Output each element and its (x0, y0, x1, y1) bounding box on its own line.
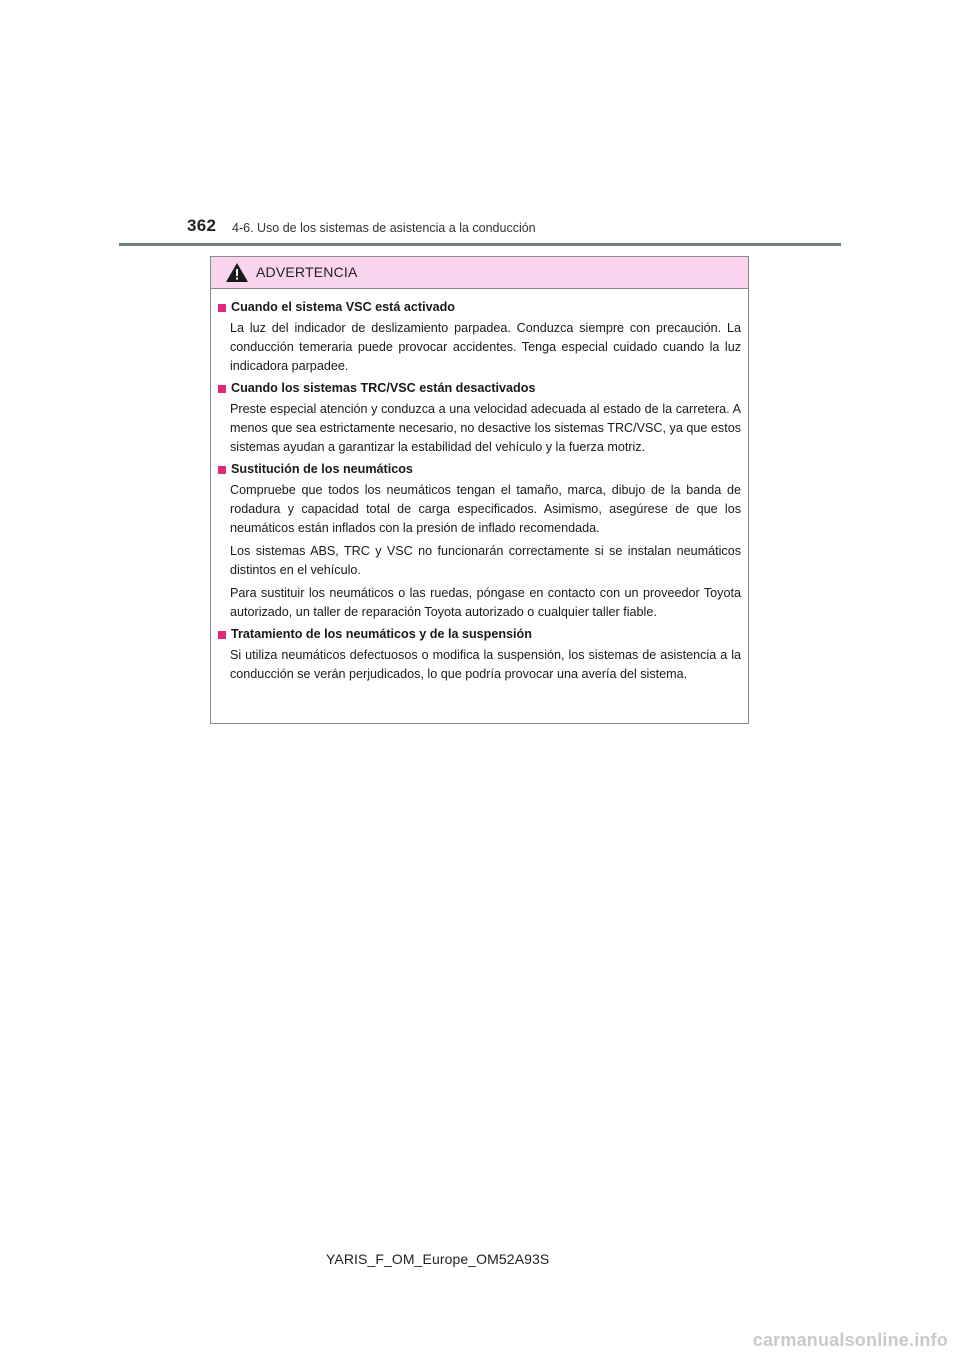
square-bullet-icon (218, 631, 226, 639)
item-paragraph: Preste especial atención y conduzca a una velocidad adecuada al estado de la carretera. A menos que sea estrictamente necesario, no desactive los sistemas TRC/VSC, ya que estos sistemas ayudan a garantizar la estabilidad del vehículo y la fuerza motriz. (230, 402, 741, 454)
item-paragraph: Compruebe que todos los neumáticos tengan el tamaño, marca, dibujo de la banda de rodadura y capacidad total de carga especificados. Asimismo, asegúrese de que los neumáticos están inflados con la presión de inflado recomendada. (230, 483, 741, 535)
warning-item-trc-vsc-off (218, 380, 741, 457)
square-bullet-icon (218, 304, 226, 312)
item-paragraph: Si utiliza neumáticos defectuosos o modifica la suspensión, los sistemas de asistencia a la conducción se verán perjudicados, lo que podría provocar una avería del sistema. (230, 648, 741, 681)
item-heading: Cuando los sistemas TRC/VSC están desactivados (231, 381, 536, 395)
item-paragraph: La luz del indicador de deslizamiento parpadea. Conduzca siempre con precaución. La conducción temeraria puede provocar accidentes. Tenga especial cuidado cuando la luz indicadora parpadee. (230, 321, 741, 373)
item-heading: Cuando el sistema VSC está activado (231, 300, 455, 314)
warning-item-tires-suspension (218, 626, 741, 684)
page-header (0, 0, 960, 250)
warning-triangle-icon (225, 262, 249, 283)
document-code: YARIS_F_OM_Europe_OM52A93S (326, 1251, 550, 1267)
square-bullet-icon (218, 385, 226, 393)
warning-box (210, 256, 749, 724)
section-title: 4-6. Uso de los sistemas de asistencia a la conducción (232, 221, 536, 235)
page-number: 362 (187, 216, 217, 235)
header-divider (119, 243, 841, 246)
watermark-text: carmanualsonline.info (752, 1330, 948, 1350)
warning-item-vsc-active (218, 299, 741, 376)
warning-header (211, 257, 748, 289)
item-heading: Tratamiento de los neumáticos y de la suspensión (231, 627, 532, 641)
warning-body (218, 299, 741, 688)
warning-item-tire-replacement (218, 461, 741, 622)
warning-title: ADVERTENCIA (256, 264, 358, 280)
item-paragraph: Los sistemas ABS, TRC y VSC no funcionarán correctamente si se instalan neumáticos distintos en el vehículo. (230, 544, 741, 577)
item-paragraph: Para sustituir los neumáticos o las ruedas, póngase en contacto con un proveedor Toyota autorizado, un taller de reparación Toyota autorizado o cualquier taller fiable. (230, 586, 741, 619)
square-bullet-icon (218, 466, 226, 474)
item-heading: Sustitución de los neumáticos (231, 462, 413, 476)
